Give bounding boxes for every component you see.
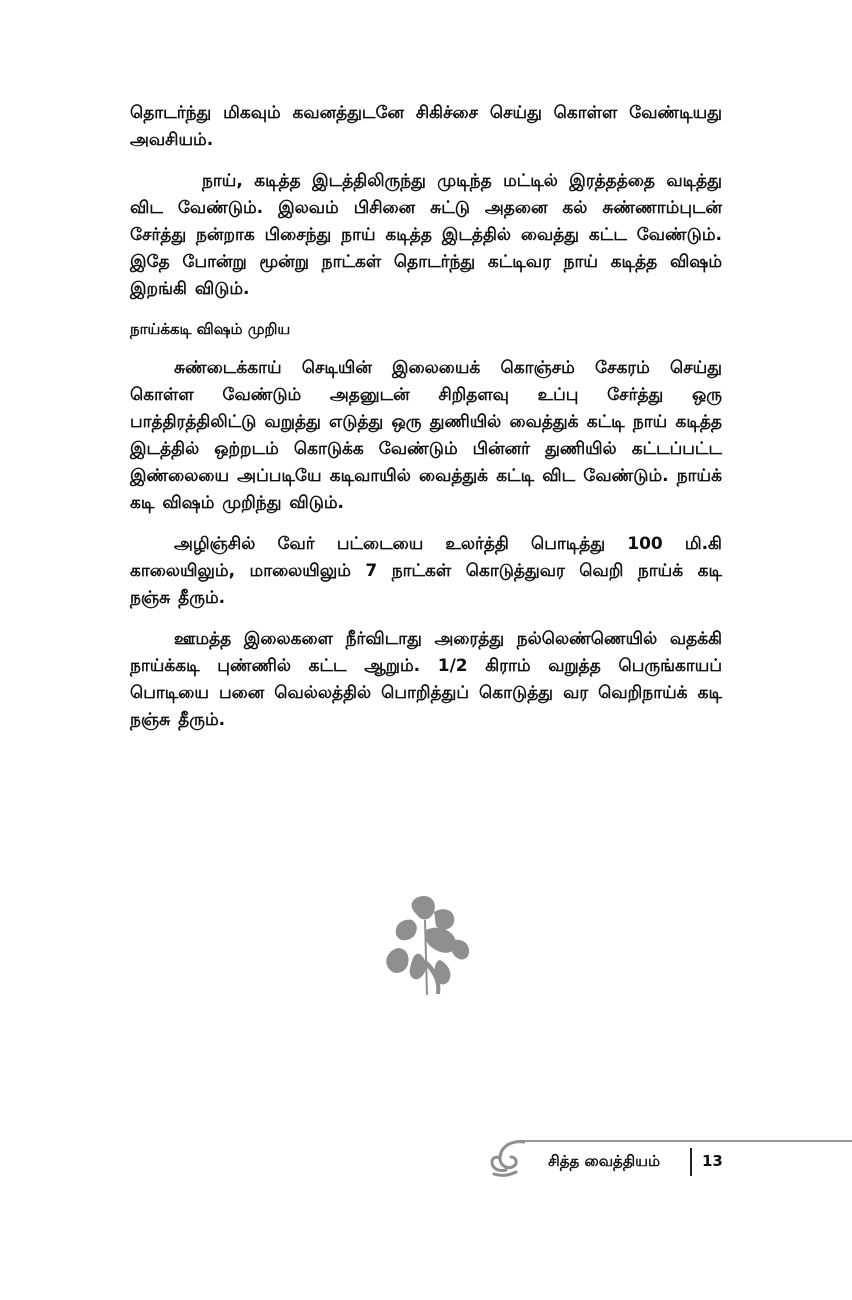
paragraph-alinjil-remedy: அழிஞ்சில் வேர் பட்டையை உலர்த்தி பொடித்து 100 மி.கி காலையிலும், மாலையிலும் 7 நாட்கள் கொடுத்துவர வெறி நாய்க் கடி நஞ்சு தீரும். (130, 534, 722, 608)
swirl-ornament-icon (486, 1136, 528, 1180)
paragraph-sundaikkai-remedy: சுண்டைக்காய் செடியின் இலையைக் கொஞ்சம் சேகரம் செய்து கொள்ள வேண்டும் அதனுடன் சிறிதளவு உப்பு சேர்த்து ஒரு பாத்திரத்திலிட்டு வறுத்து எடுத்து ஒரு துணியில் வைத்துக் கட்டி நாய் கடித்த இடத்தில் ஒற்றடம் கொடுக்க வேண்டும் பின்னர் துணியில் கட்டப்பட்ட இண்லையை அப்படியே கடிவாயில் வைத்துக் கட்டி விட வேண்டும். நாய்க் கடி விஷம் முறிந்து விடும். (130, 358, 722, 513)
footer-book-title: சித்த வைத்தியம் (548, 1152, 661, 1170)
page-body (130, 100, 722, 748)
paragraph-dog-bite-treatment: நாய், கடித்த இடத்திலிருந்து முடிந்த மட்டில் இரத்தத்தை வடித்து விட வேண்டும். இலவம் பிசினை சுட்டு அதனை கல் சுண்ணாம்புடன் சேர்த்து நன்றாக பிசைந்து நாய் கடித்த இடத்தில் வைத்து கட்ட வேண்டும். இதே போன்று மூன்று நாட்கள் தொடர்ந்து கட்டிவர நாய் கடித்த விஷம் இறங்கி விடும். (130, 171, 722, 299)
page-number: 13 (702, 1152, 723, 1170)
paragraph-oomathai-remedy: ஊமத்த இலைகளை நீர்விடாது அரைத்து நல்லெண்ணெயில் வதக்கி நாய்க்கடி புண்ணில் கட்ட ஆறும். 1/2 கிராம் வறுத்த பெருங்காயப் பொடியை பனை வெல்லத்தில் பொறித்துப் கொடுத்து வர வெறிநாய்க் கடி நஞ்சு தீரும். (130, 629, 722, 730)
footer-divider (690, 1148, 692, 1176)
section-heading: நாய்க்கடி விஷம் முறிய (130, 320, 291, 338)
floral-ornament-icon (376, 890, 476, 1000)
paragraph-intro: தொடர்ந்து மிகவும் கவனத்துடனே சிகிச்சை செய்து கொள்ள வேண்டியது அவசியம். (130, 103, 722, 150)
footer-rule (518, 1140, 852, 1142)
